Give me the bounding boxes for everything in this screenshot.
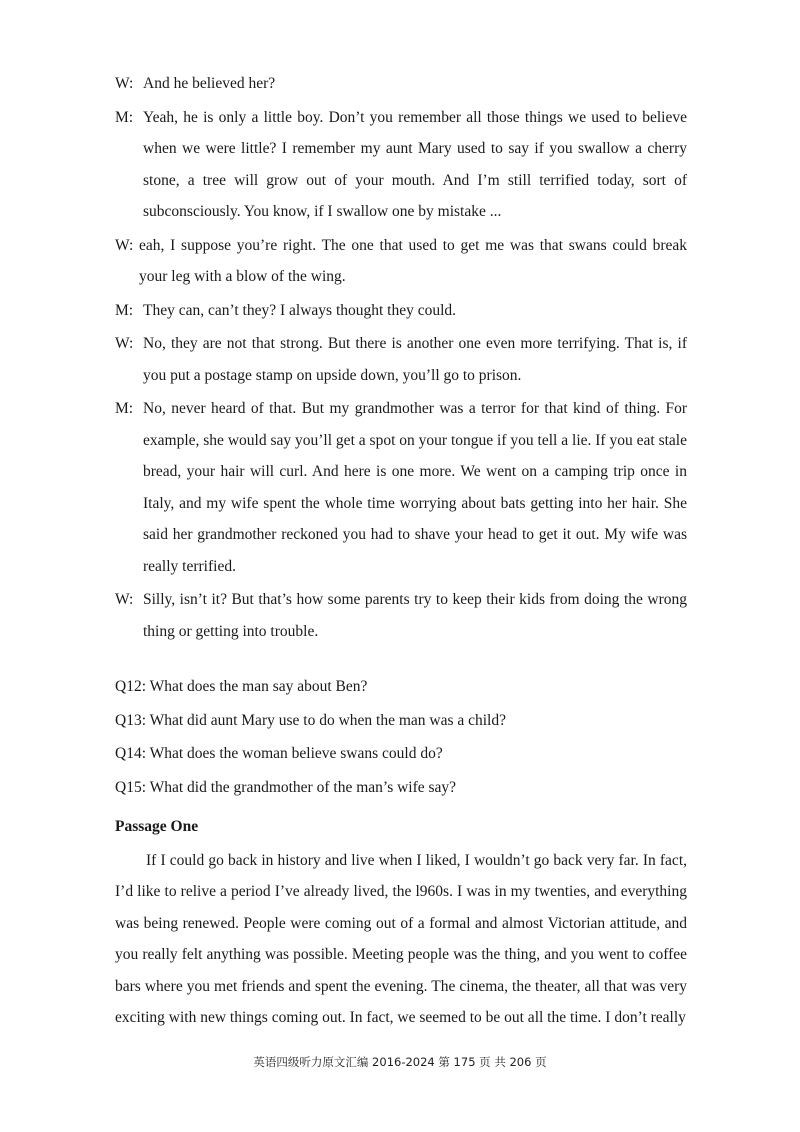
question-list (115, 671, 687, 803)
dialogue-text: eah, I suppose you’re right. The one that used to get me was that swans could break your leg with a blow of the wing. (139, 236, 687, 285)
dialogue-turn (115, 230, 687, 293)
dialogue-turn (115, 584, 687, 647)
page-footer: 英语四级听力原文汇编 2016-2024 第 175 页 共 206 页 (253, 1055, 547, 1069)
dialogue-turn (115, 393, 687, 582)
question-item: Q15: What did the grandmother of the man’s wife say? (115, 778, 457, 796)
dialogue-turn (115, 295, 687, 327)
passage-heading: Passage One (115, 818, 199, 835)
speaker-label: W: (115, 75, 134, 92)
dialogue-turn (115, 68, 687, 100)
dialogue-text: And he believed her? (143, 75, 276, 92)
speaker-label: W: (115, 236, 134, 254)
speaker-label: M: (115, 400, 134, 417)
question-item: Q14: What does the woman believe swans could do? (115, 745, 443, 762)
dialogue-text: No, they are not that strong. But there is another one even more terrifying. That is, if you put a postage stamp on upside down, you’ll go to prison. (143, 335, 687, 384)
dialogue (115, 68, 687, 647)
dialogue-text: Yeah, he is only a little boy. Don’t you remember all those things we used to believe when we were little? I remember my aunt Mary used to say if you swallow a cherry stone, a tree will grow out of your mouth. And I’m still terrified today, sort of subconsciously. You know, if I swallow one by mistake ... (143, 108, 687, 220)
question-item: Q13: What did aunt Mary use to do when the man was a child? (115, 711, 506, 729)
passage-text: If I could go back in history and live when I liked, I wouldn’t go back very far. In fact, I’d like to relive a period I’ve already lived, the l960s. I was in my twenties, and everything was being renewed. People were coming out of a formal and almost Victorian attitude, and you really felt anything was possible. Meeting people was the thing, and you went to coffee bars where you met friends and spent the evening. The cinema, the theater, all that was very exciting with new things coming out. In fact, we seemed to be out all the time. I don’t really (115, 851, 687, 1026)
dialogue-text: No, never heard of that. But my grandmother was a terror for that kind of thing. For example, she would say you’ll get a spot on your tongue if you tell a lie. If you eat stale bread, your hair will curl. And here is one more. We went on a camping trip once in Italy, and my wife spent the whole time worrying about bats getting into her hair. She said her grandmother reckoned you had to shave your head to get it out. My wife was really terrified. (143, 400, 687, 575)
dialogue-text: Silly, isn’t it? But that’s how some parents try to keep their kids from doing the wrong thing or getting into trouble. (143, 591, 687, 640)
speaker-label: W: (115, 335, 134, 352)
speaker-label: W: (115, 591, 134, 608)
question-item: Q12: What does the man say about Ben? (115, 678, 368, 695)
dialogue-turn (115, 328, 687, 391)
speaker-label: M: (115, 301, 134, 319)
speaker-label: M: (115, 108, 134, 126)
document-page (115, 68, 687, 1034)
dialogue-turn (115, 102, 687, 228)
dialogue-text: They can, can’t they? I always thought they could. (143, 301, 457, 319)
